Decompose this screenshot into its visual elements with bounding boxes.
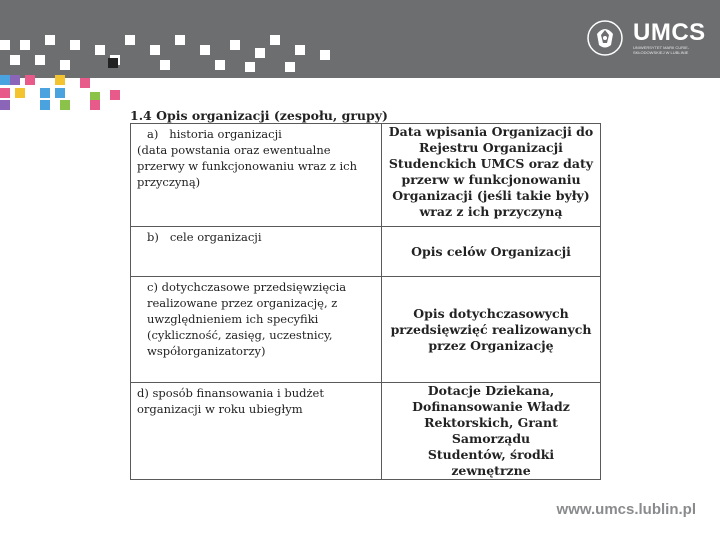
decorative-pixel <box>270 35 280 45</box>
row-value-line: Data wpisania Organizacji do <box>388 124 594 139</box>
decorative-pixel <box>0 40 10 50</box>
section-title: 1.4 Opis organizacji (zespołu, grupy) <box>130 108 388 123</box>
decorative-pixel <box>0 100 10 110</box>
decorative-pixel <box>55 75 65 85</box>
row-label-cell <box>131 277 382 383</box>
decorative-pixel <box>108 58 118 68</box>
decorative-pixel <box>110 90 120 100</box>
decorative-pixel <box>230 40 240 50</box>
row-label-line: d) sposób finansowania i budżet <box>137 386 324 400</box>
row-value-line: Opis dotychczasowych <box>413 305 569 321</box>
decorative-pixel <box>255 48 265 58</box>
row-value-line: Rektorskich, Grant Samorządu <box>424 415 558 446</box>
footer-url[interactable]: www.umcs.lublin.pl <box>556 501 696 518</box>
row-label-cell <box>131 124 382 227</box>
row-value-line: przedsięwzięć realizowanych <box>390 321 592 337</box>
row-label-cell <box>131 383 382 480</box>
table-row <box>131 383 601 480</box>
decorative-pixel <box>0 88 10 98</box>
decorative-pixel <box>0 75 10 85</box>
decorative-pixel <box>60 100 70 110</box>
decorative-pixel <box>80 78 90 88</box>
decorative-pixel <box>10 55 20 65</box>
decorative-pixel <box>215 60 225 70</box>
row-label-cell <box>131 227 382 277</box>
row-value-cell <box>382 277 601 383</box>
decorative-pixel <box>95 45 105 55</box>
university-crest-icon <box>585 18 625 58</box>
decorative-pixel <box>150 45 160 55</box>
row-label-line: przyczyną) <box>137 175 201 189</box>
decorative-pixel <box>20 40 30 50</box>
decorative-pixel <box>245 62 255 72</box>
row-label-line: współorganizatorzy) <box>147 344 266 358</box>
decorative-pixel <box>295 45 305 55</box>
row-value-line: Dofinansowanie Władz <box>412 399 570 414</box>
row-label-line: b) cele organizacji <box>147 230 262 244</box>
table-row <box>131 124 601 227</box>
row-value-line: Studentów, środki zewnętrzne <box>427 447 555 478</box>
logo-subtitle: UNIWERSYTET MARII CURIE-SKŁODOWSKIEJ W LUBLINIE <box>633 45 690 55</box>
decorative-pixel <box>285 62 295 72</box>
table-row <box>131 227 601 277</box>
row-value-line: Studenckich UMCS oraz daty <box>388 156 594 171</box>
decorative-pixel <box>40 100 50 110</box>
row-value-line: Opis celów Organizacji <box>411 243 571 259</box>
row-label-line: realizowane przez organizację, z <box>147 296 338 310</box>
row-label-line: organizacji w roku ubiegłym <box>137 402 303 416</box>
row-label-line: przerwy w funkcjonowaniu wraz z ich <box>137 159 358 173</box>
row-value-line: przez Organizację <box>428 337 554 353</box>
decorative-pixel <box>175 35 185 45</box>
organization-description-table <box>130 123 601 480</box>
row-value-cell <box>382 227 601 277</box>
row-value-line: Rejestru Organizacji <box>419 140 563 155</box>
table-row <box>131 277 601 383</box>
decorative-pixel <box>320 50 330 60</box>
umcs-logo[interactable] <box>585 18 706 58</box>
logo-name: UMCS <box>633 19 706 46</box>
decorative-pixel <box>90 100 100 110</box>
decorative-pixel <box>25 75 35 85</box>
row-label-line: (data powstania oraz ewentualne <box>137 143 331 157</box>
decorative-pixel <box>10 75 20 85</box>
row-value-line: Dotacje Dziekana, <box>427 383 555 398</box>
row-value-cell <box>382 124 601 227</box>
row-label-line: a) historia organizacji <box>147 127 282 141</box>
row-label-line: uwzględnieniem ich specyfiki <box>147 312 319 326</box>
row-label-line: c) dotychczasowe przedsięwzięcia <box>147 280 347 294</box>
row-value-line: wraz z ich przyczyną <box>419 204 563 219</box>
decorative-pixel <box>200 45 210 55</box>
decorative-pixel <box>15 88 25 98</box>
decorative-pixel <box>40 88 50 98</box>
decorative-pixel <box>45 35 55 45</box>
row-label-line: (cykliczność, zasięg, uczestnicy, <box>147 328 333 342</box>
decorative-pixel <box>125 35 135 45</box>
decorative-pixel <box>160 60 170 70</box>
row-value-line: Organizacji (jeśli takie były) <box>392 188 590 203</box>
row-value-line: przerw w funkcjonowaniu <box>401 172 581 187</box>
decorative-pixel <box>60 60 70 70</box>
decorative-pixel <box>55 88 65 98</box>
decorative-pixel <box>70 40 80 50</box>
row-value-cell <box>382 383 601 480</box>
decorative-pixel <box>35 55 45 65</box>
